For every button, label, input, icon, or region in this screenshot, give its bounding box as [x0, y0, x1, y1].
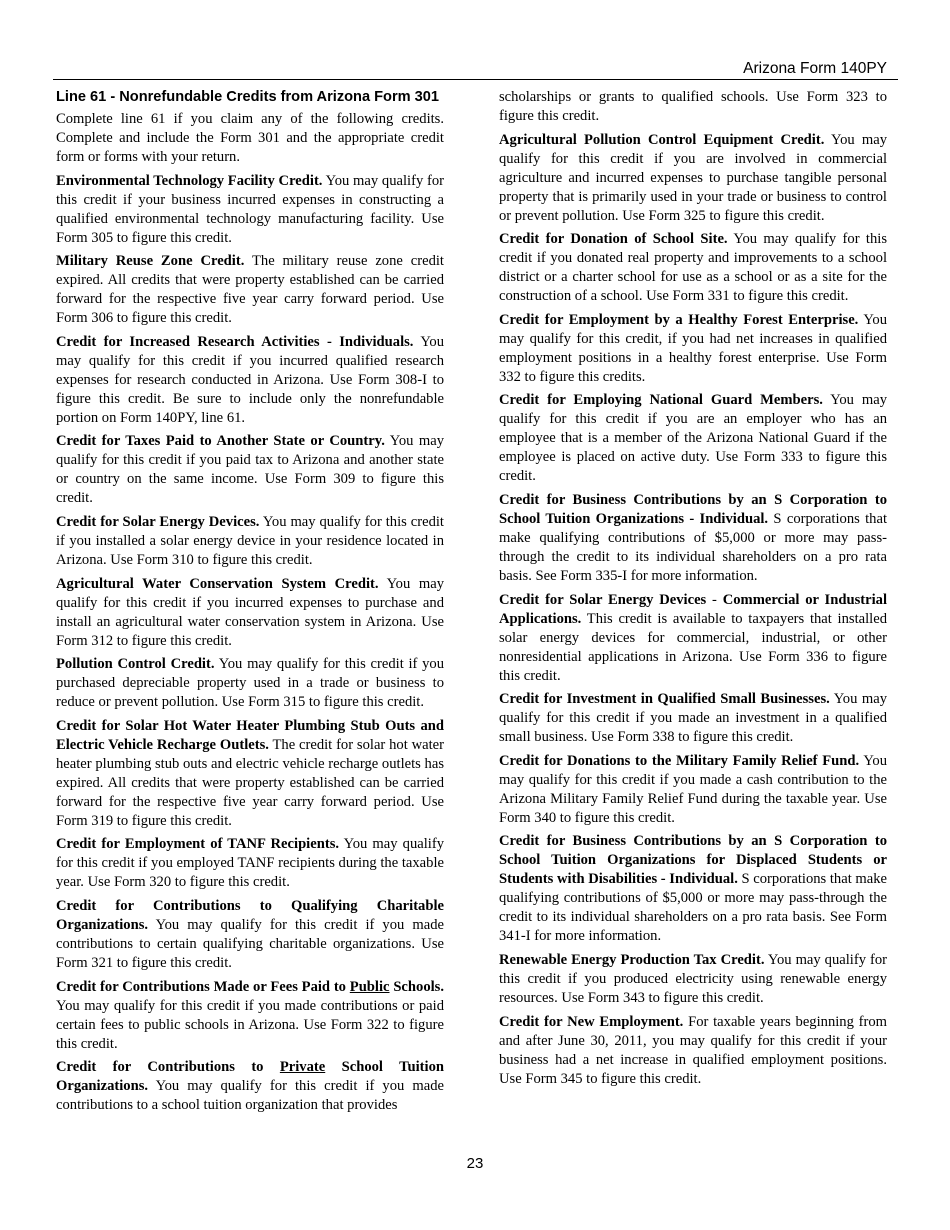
credit-body: This credit is available to taxpayers that installed solar energy devices for commercial, industrial, or other nonresidential applications in Arizona. Use Form 336 to figure this credit.	[499, 610, 887, 684]
credit-title: Credit for Employment by a Healthy Forest Enterprise.	[499, 311, 859, 328]
credit-body: You may qualify for this credit if your business incurred expenses in constructing a qualified environmental technology manufacturing facility. Use Form 305 to figure this credit.	[56, 172, 444, 246]
credit-military-family-relief	[499, 752, 887, 828]
credit-school-site	[499, 230, 887, 306]
credit-title: Credit for Employment of TANF Recipients.	[56, 836, 340, 853]
continuation-text: scholarships or grants to qualified schools. Use Form 323 to figure this credit.	[499, 89, 887, 124]
credit-tanf-recipients	[56, 835, 444, 892]
credit-body: S corporations that make qualifying contributions of $5,000 or more may pass-through the credit to its individual shareholders on a pro rata basis. See Form 341-I for more information.	[499, 871, 887, 945]
form-title: Arizona Form 140PY	[743, 60, 887, 77]
credit-title: Credit for Business Contributions by an S Corporation to School Tuition Organizations - Individual.	[499, 491, 887, 527]
credit-title: Credit for Solar Hot Water Heater Plumbing Stub Outs and Electric Vehicle Recharge Outlets.	[56, 717, 444, 753]
credit-title: Credit for Solar Energy Devices	[499, 591, 707, 608]
credit-body: You may qualify for this credit if you made a cash contribution to the Arizona Military Family Relief Fund during the taxable year. Use Form 340 to figure this credit.	[499, 752, 887, 826]
credit-body: You may qualify for this credit if you donated real property and improvements to a school district or a charter school for use as a school or as a site for the construction of a school. Use Form 331 to figure this credit.	[499, 231, 888, 305]
credit-body: You may qualify for this credit if you installed a solar energy device in your residence located in Arizona. Use Form 310 to figure this credit.	[56, 513, 444, 568]
credit-title: Credit for Business Contributions by an S Corporation to School Tuition Organizations for Displaced Students or Students with Disabilities - Individual.	[499, 833, 887, 888]
credit-body: The military reuse zone credit expired. All credits that were property established can be carried forward for the respective five year carry forward period. Use Form 306 to figure this credit.	[56, 253, 444, 327]
credit-title: Agricultural Water Conservation System Credit.	[56, 575, 379, 592]
credit-title: Environmental Technology Facility Credit.	[56, 172, 323, 189]
credit-title: Credit for Donation of School Site.	[499, 231, 728, 248]
credit-title: Credit for Solar Energy Devices.	[56, 513, 260, 530]
credit-title: Credit for Taxes Paid to Another State or Country.	[56, 433, 385, 450]
credit-title: Agricultural Pollution Control Equipment Credit.	[499, 131, 825, 148]
credit-renewable-energy	[499, 951, 887, 1008]
credit-body: You may qualify for this credit, if you had net increases in qualified employment positions in a healthy forest enterprise. Use Form 332 to figure this credits.	[499, 311, 887, 385]
credit-s-corp-sto	[499, 491, 887, 586]
page-number: 23	[466, 1155, 484, 1172]
intro-paragraph: Complete line 61 if you claim any of the following credits. Complete and include the Form 301 and the appropriate credit form or forms with your return.	[56, 111, 444, 165]
credit-military-reuse-zone	[56, 252, 444, 328]
credit-body: You may qualify for this credit if you are involved in commercial agriculture and incurred expenses to purchase tangible personal property that is primarily used in your trade or business to control or prevent pollution. Use Form 325 to figure this credit.	[499, 131, 888, 224]
credit-increased-research	[56, 333, 444, 428]
credit-body: You may qualify for this credit if you made contributions or paid certain fees to public schools in Arizona. Use Form 322 to figure this credit.	[56, 997, 444, 1052]
credit-agricultural-water	[56, 575, 444, 651]
credit-private-school-tuition	[56, 1058, 444, 1115]
credit-body: The credit for solar hot water heater plumbing stub outs and electric vehicle recharge outlets has expired. All credits that were property established can be carried forward for the respective five year carry forward period. Use Form 319 to figure this credit.	[56, 736, 445, 829]
credit-body: You may qualify for this credit if you incurred expenses to purchase and install an agricultural water conservation system in Arizona. Use Form 312 to figure this credit.	[56, 575, 444, 649]
credit-title: Pollution Control Credit.	[56, 656, 215, 673]
credit-title: Credit for Contributions Made or Fees Paid to Public Schools.	[56, 978, 444, 995]
credit-national-guard	[499, 391, 887, 486]
credit-title: Renewable Energy Production Tax Credit.	[499, 951, 765, 968]
credit-title: Military Reuse Zone Credit.	[56, 253, 245, 270]
credit-ag-pollution-equipment	[499, 131, 887, 226]
credit-environmental-technology	[56, 172, 444, 248]
section-heading: Line 61 - Nonrefundable Credits from Arizona Form 301	[56, 89, 440, 105]
credit-taxes-other-state	[56, 432, 444, 508]
header-rule	[53, 79, 898, 80]
credit-title: Credit for Employing National Guard Members.	[499, 392, 823, 409]
right-column	[499, 88, 887, 1093]
credit-body: You may qualify for this credit if you incurred qualified research expenses for research conducted in Arizona. Use Form 308-I to figure this credit. Be sure to include only the nonrefundable portion on Form 140PY, line 61.	[56, 333, 444, 426]
credit-title: Credit for Increased Research Activities - Individuals.	[56, 333, 414, 350]
credit-body: You may qualify for this credit if you produced electricity using renewable energy resources. Use Form 343 to figure this credit.	[499, 951, 887, 1006]
credit-body: You may qualify for this credit if you are an employer who has an employee that is a member of the Arizona National Guard if the employee is placed on active duty. Use Form 333 to figure this credit.	[499, 392, 887, 485]
credit-body: S corporations that make qualifying contributions of $5,000 or more may pass-through the credit to its individual shareholders on a pro rata basis. See Form 335-I for more information.	[499, 510, 887, 584]
credit-body: For taxable years beginning from and after June 30, 2011, you may qualify for this credit if your business had a net increase in qualified employment positions. Use Form 345 to figure this credit.	[499, 1013, 888, 1087]
credit-public-schools	[56, 978, 444, 1054]
credit-title: Credit for New Employment.	[499, 1013, 684, 1030]
credit-charitable-organizations	[56, 897, 444, 973]
credit-new-employment	[499, 1013, 887, 1089]
credit-title: Credit for Contributions to Private School Tuition Organizations.	[56, 1059, 444, 1095]
credit-body: You may qualify for this credit if you employed TANF recipients during the taxable year. Use Form 320 to figure this credit.	[56, 836, 445, 891]
credit-solar-commercial: Credit for Solar Energy Devices - Commercial or Industrial Applications. This credit is available to taxpayers that installed solar energy devices for commercial, industrial, or other nonresidential applications in Arizona. Use Form 336 to figure this credit.	[499, 591, 887, 684]
credit-small-business	[499, 690, 887, 747]
credit-body: You may qualify for this credit if you made contributions to certain qualifying charitable organizations. Use Form 321 to figure this credit.	[56, 916, 444, 971]
credit-body: You may qualify for this credit if you purchased depreciable property used in a trade or business to reduce or prevent pollution. Use Form 315 to figure this credit.	[56, 656, 444, 711]
credit-solar-energy-devices	[56, 513, 444, 570]
credit-body: You may qualify for this credit if you made contributions to a school tuition organization that provides	[56, 1078, 444, 1114]
credit-body: You may qualify for this credit if you made an investment in a qualified small business. Use Form 338 to figure this credit.	[499, 691, 887, 746]
credit-title: Commercial or Industrial Applications.	[499, 591, 887, 627]
credit-s-corp-displaced-students	[499, 832, 887, 946]
credit-body: You may qualify for this credit if you paid tax to Arizona and another state or country on the same income. Use Form 309 to figure this credit.	[56, 433, 445, 507]
credit-title: Credit for Investment in Qualified Small Businesses.	[499, 691, 830, 708]
credit-title: Credit for Donations to the Military Family Relief Fund.	[499, 752, 860, 769]
credit-pollution-control	[56, 655, 444, 712]
credit-healthy-forest	[499, 311, 887, 387]
credit-solar-hot-water	[56, 717, 444, 831]
left-column	[56, 88, 444, 1120]
credit-title: Credit for Contributions to Qualifying Charitable Organizations.	[56, 897, 444, 933]
